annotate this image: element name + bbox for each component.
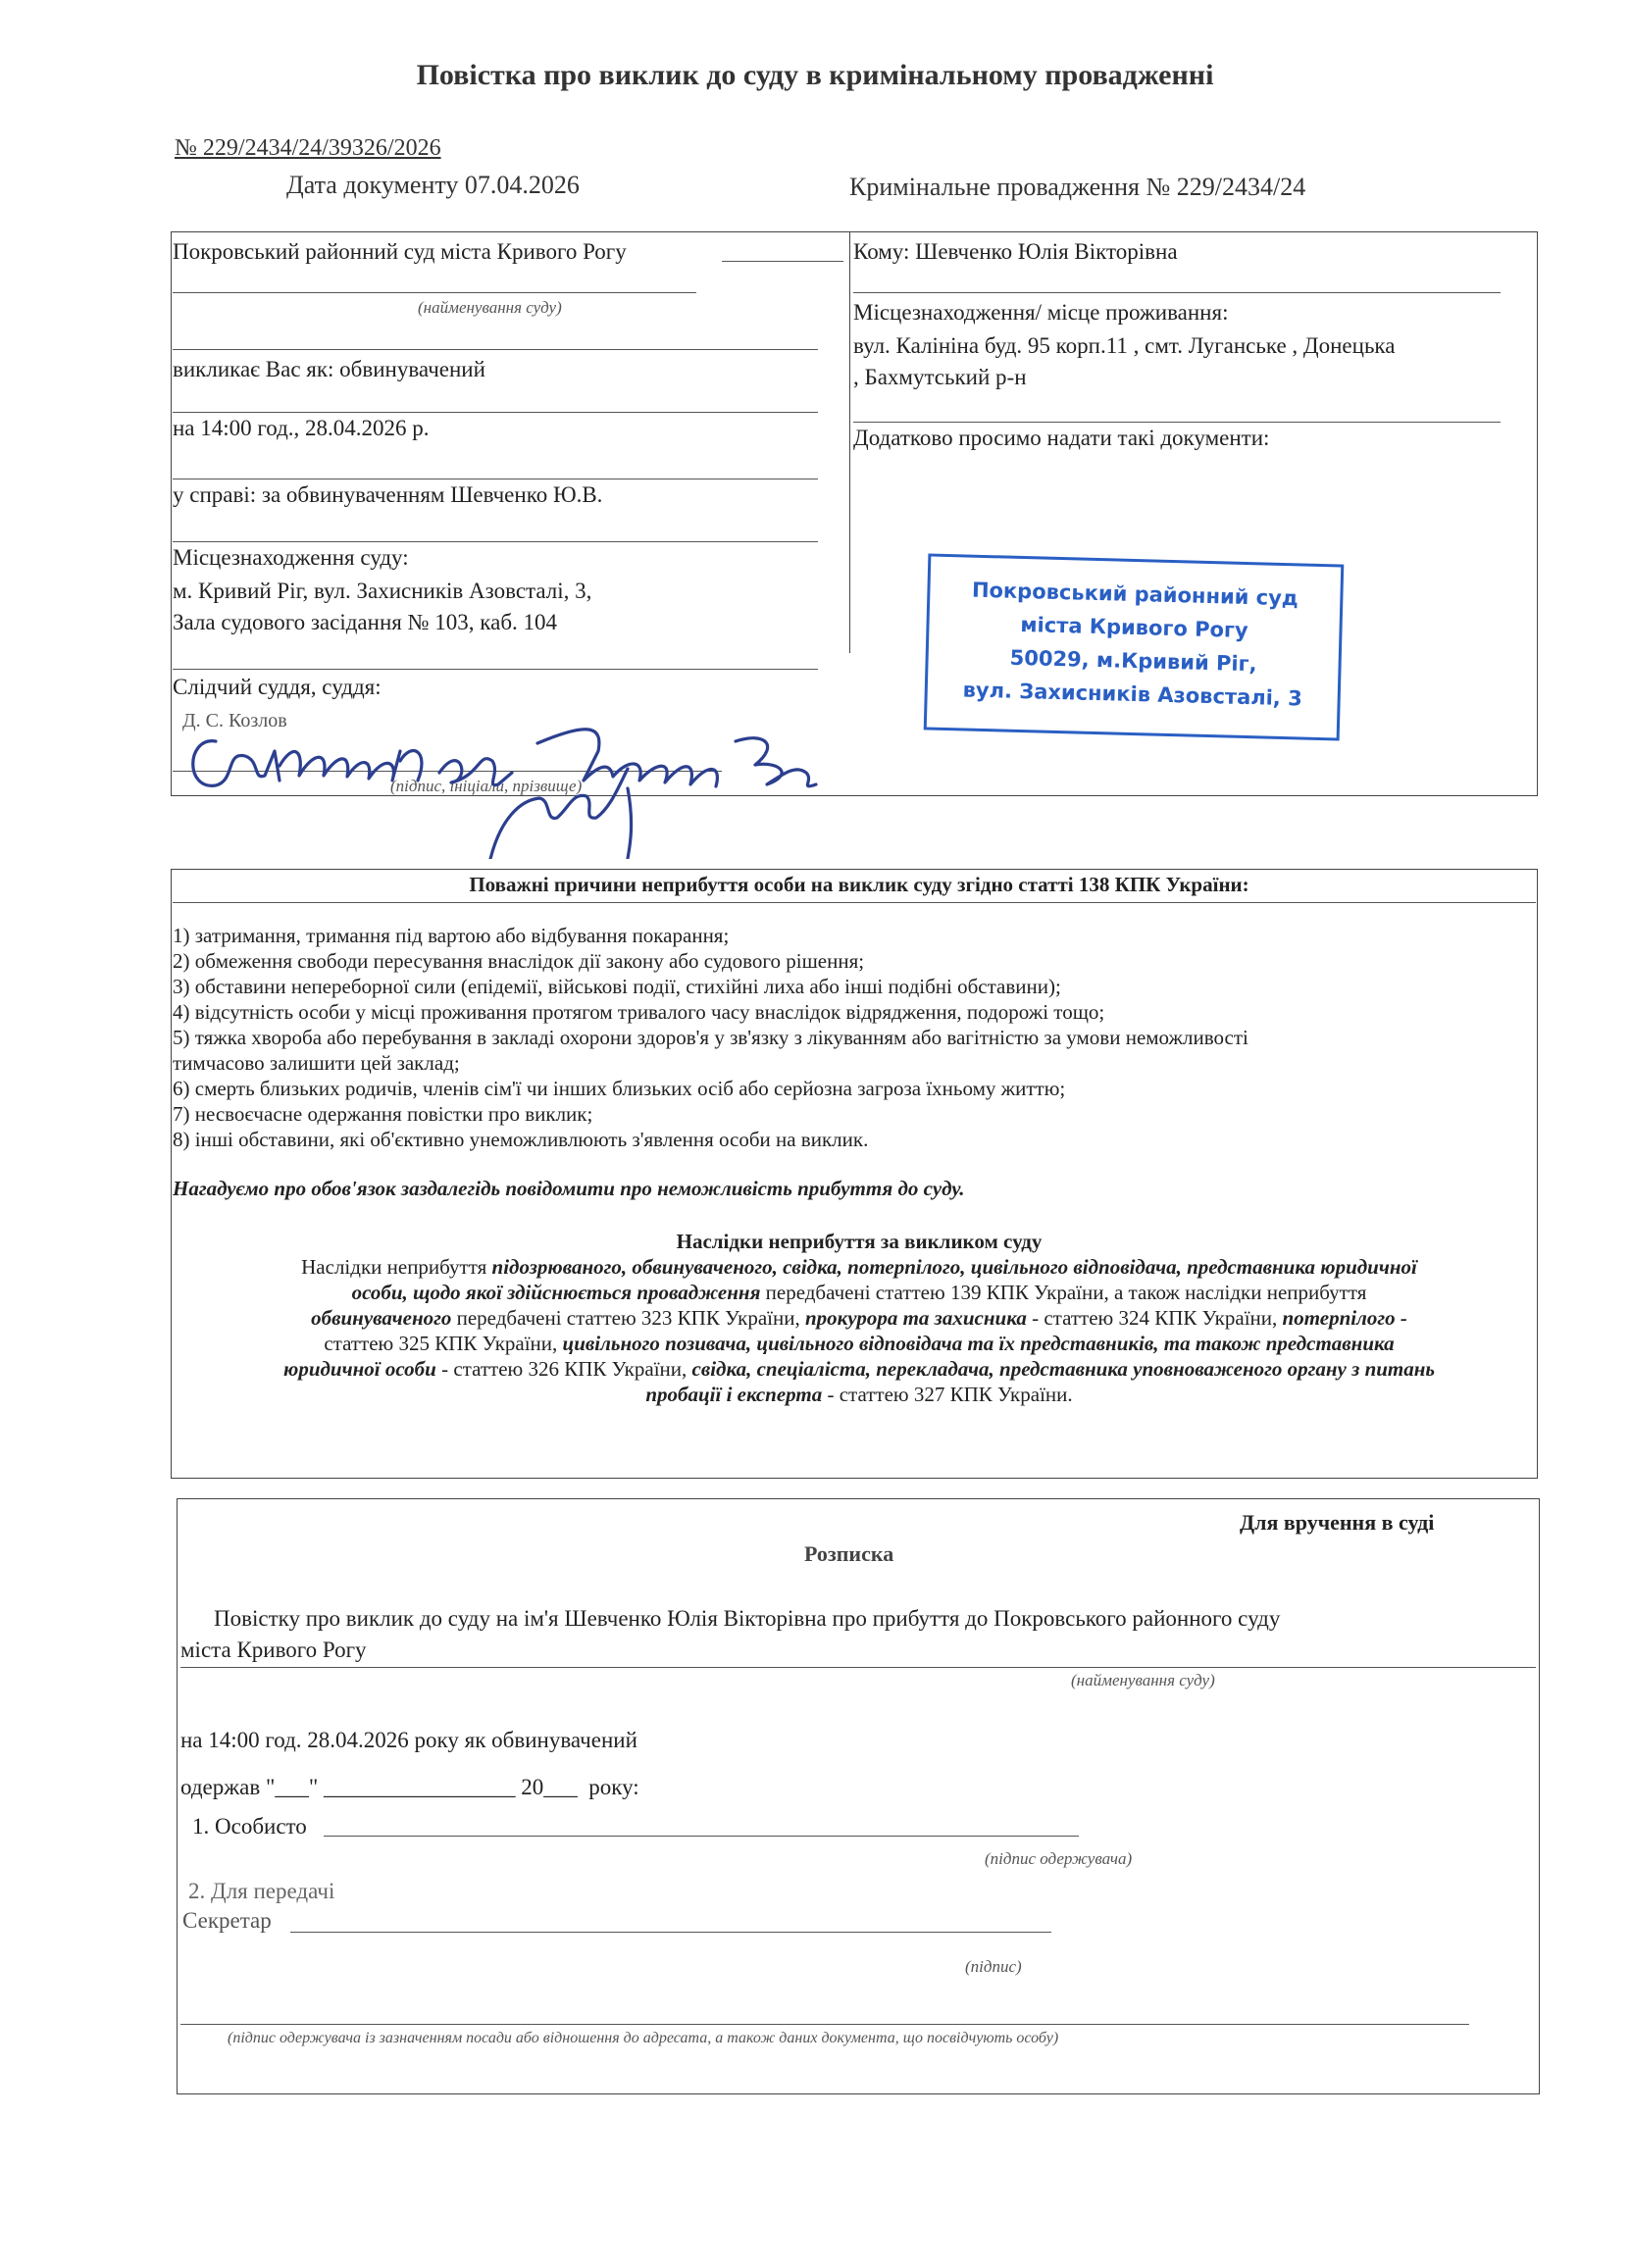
receipt-footer-caption: (підпис одержувача із зазначенням посади або відношення до адресата, а також даних документа, що посвідчують особу) <box>228 2030 1059 2046</box>
consequences-line-6 <box>173 1383 1546 1407</box>
receipt-received: одержав "___" _________________ 20___ року: <box>180 1775 639 1799</box>
reason-item-4: 4) відсутність особи у місці проживання протягом тривалого часу внаслідок відрядження, подорожі тощо; <box>173 1000 1105 1024</box>
receipt-for-transfer: 2. Для передачі <box>188 1879 335 1903</box>
summons-role-rule <box>173 412 818 413</box>
reason-item-1: 1) затримання, тримання під вартою або відбування покарання; <box>173 924 730 947</box>
court-stamp <box>924 553 1345 740</box>
court-separator-1 <box>173 349 818 350</box>
residence-line-2: , Бахмутський р-н <box>853 365 1027 389</box>
reason-item-6: 6) смерть близьких родичів, членів сім'ї чи інших близьких осіб або серйозна загроза їхньому життю; <box>173 1077 1066 1100</box>
consequences-text: - статтею 324 КПК України, <box>1026 1306 1283 1330</box>
reason-item-5-cont: тимчасово залишити цей заклад; <box>173 1051 460 1075</box>
for-court-delivery: Для вручення в суді <box>1240 1510 1435 1535</box>
judge-name: Д. С. Козлов <box>182 710 287 731</box>
court-name-caption: (найменування суду) <box>418 298 562 317</box>
residence-rule <box>853 422 1501 423</box>
stamp-line-2: міста Кривого Рогу <box>1020 612 1248 643</box>
recipient-name: Кому: Шевченко Юлія Вікторівна <box>853 239 1178 264</box>
receipt-court-caption: (найменування суду) <box>1071 1671 1215 1689</box>
consequences-victim: потерпілого - <box>1282 1306 1407 1330</box>
judge-handwritten-signature <box>167 682 912 859</box>
valid-reasons-heading-rule <box>173 902 1536 903</box>
consequences-entity: особи, щодо якої здійснюється провадження <box>351 1281 761 1304</box>
reason-item-2: 2) обмеження свободи пересування внаслідок дії закону або судового рішення; <box>173 949 865 973</box>
case-subject-rule <box>173 541 818 542</box>
consequences-probation: пробації і експерта <box>645 1383 823 1406</box>
case-subject: у справі: за обвинуваченням Шевченко Ю.В. <box>173 482 603 507</box>
consequences-line-3 <box>173 1306 1546 1331</box>
receipt-time: на 14:00 год. 28.04.2026 року як обвинувачений <box>180 1728 637 1752</box>
consequences-text: передбачені статтею 139 КПК України, а також наслідки неприбуття <box>760 1281 1367 1304</box>
reason-item-7: 7) несвоєчасне одержання повістки про виклик; <box>173 1102 593 1126</box>
consequences-witness: свідка, спеціаліста, перекладача, представника уповноваженого органу з питань <box>691 1357 1436 1381</box>
consequences-civil: цивільного позивача, цивільного відповідача та їх представників, та також представника <box>562 1332 1395 1355</box>
consequences-text: - статтею 327 КПК України. <box>822 1383 1073 1406</box>
consequences-accused: обвинуваченого <box>311 1306 452 1330</box>
reason-item-5: 5) тяжка хвороба або перебування в закладі охорони здоров'я у зв'язку з лікуванням або вагітністю за умови неможливості <box>173 1026 1248 1049</box>
consequences-line-1 <box>173 1255 1546 1280</box>
extra-documents-label: Додатково просимо надати такі документи: <box>853 426 1270 450</box>
case-number: Кримінальне провадження № 229/2434/24 <box>849 173 1306 201</box>
residence-label: Місцезнаходження/ місце проживання: <box>853 300 1229 325</box>
receipt-secretary: Секретар <box>182 1908 272 1933</box>
reason-item-8: 8) інші обставини, які об'єктивно унеможливлюють з'явлення особи на виклик. <box>173 1128 869 1151</box>
recipient-signature-caption: (підпис одержувача) <box>985 1849 1133 1868</box>
court-name-rule <box>173 292 696 293</box>
consequences-line-4 <box>173 1332 1546 1356</box>
receipt-line-1: Повістку про виклик до суду на ім'я Шевченко Юлія Вікторівна про прибуття до Покровського районного суду <box>214 1606 1281 1631</box>
stamp-line-4: вул. Захисників Азовсталі, 3 <box>962 678 1303 711</box>
consequences-legal-entity: юридичної особи <box>282 1357 436 1381</box>
receipt-personally: 1. Особисто <box>192 1814 307 1839</box>
reminder-note: Нагадуємо про обов'язок заздалегідь повідомити про неможливість прибуття до суду. <box>173 1177 965 1200</box>
stamp-line-1: Покровський районний суд <box>971 578 1299 611</box>
residence-line-1: вул. Калініна буд. 95 корп.11 , смт. Луганське , Донецька <box>853 333 1396 358</box>
consequences-text: статтею 325 КПК України, <box>324 1332 563 1355</box>
secretary-signature-line <box>290 1932 1051 1933</box>
consequences-prosecutor: прокурора та захисника <box>804 1306 1027 1330</box>
court-location-label: Місцезнаходження суду: <box>173 545 409 570</box>
document-title: Повістка про виклик до суду в кримінальному провадженні <box>416 59 1214 91</box>
consequences-heading: Наслідки неприбуття за викликом суду <box>676 1230 1043 1253</box>
recipient-rule <box>853 292 1501 293</box>
document-date: Дата документу 07.04.2026 <box>286 171 580 199</box>
summons-column-divider <box>849 231 850 653</box>
reason-item-3: 3) обставини непереборної сили (епідемії, військові події, стихійні лиха або інші подібні обставини); <box>173 975 1061 998</box>
recipient-signature-line <box>324 1836 1079 1837</box>
receipt-footer-rule <box>180 2024 1469 2025</box>
court-name-underline <box>722 261 843 262</box>
court-address: м. Кривий Ріг, вул. Захисників Азовсталі, 3, <box>173 579 592 603</box>
court-name: Покровський районний суд міста Кривого Рогу <box>173 239 627 264</box>
receipt-title: Розписка <box>804 1541 894 1566</box>
stamp-line-3: 50029, м.Кривий Ріг, <box>1009 645 1257 677</box>
consequences-persons: підозрюваного, обвинуваченого, свідка, потерпілого, цивільного відповідача, представника юридичної <box>491 1255 1417 1279</box>
summons-role: викликає Вас як: обвинувачений <box>173 357 485 381</box>
receipt-line-2: міста Кривого Рогу <box>180 1638 367 1662</box>
document-number: № 229/2434/24/39326/2026 <box>175 135 441 161</box>
consequences-text: Наслідки неприбуття <box>301 1255 492 1279</box>
consequences-text: - статтею 326 КПК України, <box>435 1357 692 1381</box>
receipt-court-rule <box>180 1667 1536 1668</box>
consequences-text: передбачені статтею 323 КПК України, <box>451 1306 805 1330</box>
valid-reasons-heading: Поважні причини неприбуття особи на виклик суду згідно статті 138 КПК України: <box>469 873 1249 896</box>
judge-label: Слідчий суддя, суддя: <box>173 675 382 699</box>
signature-caption: (підпис, ініціали, прізвище) <box>390 777 583 795</box>
secretary-signature-caption: (підпис) <box>965 1957 1022 1976</box>
consequences-line-5 <box>173 1357 1546 1382</box>
consequences-line-2 <box>173 1281 1546 1305</box>
court-room: Зала судового засідання № 103, каб. 104 <box>173 610 558 634</box>
court-location-rule <box>173 669 818 670</box>
summons-time: на 14:00 год., 28.04.2026 р. <box>173 416 430 440</box>
